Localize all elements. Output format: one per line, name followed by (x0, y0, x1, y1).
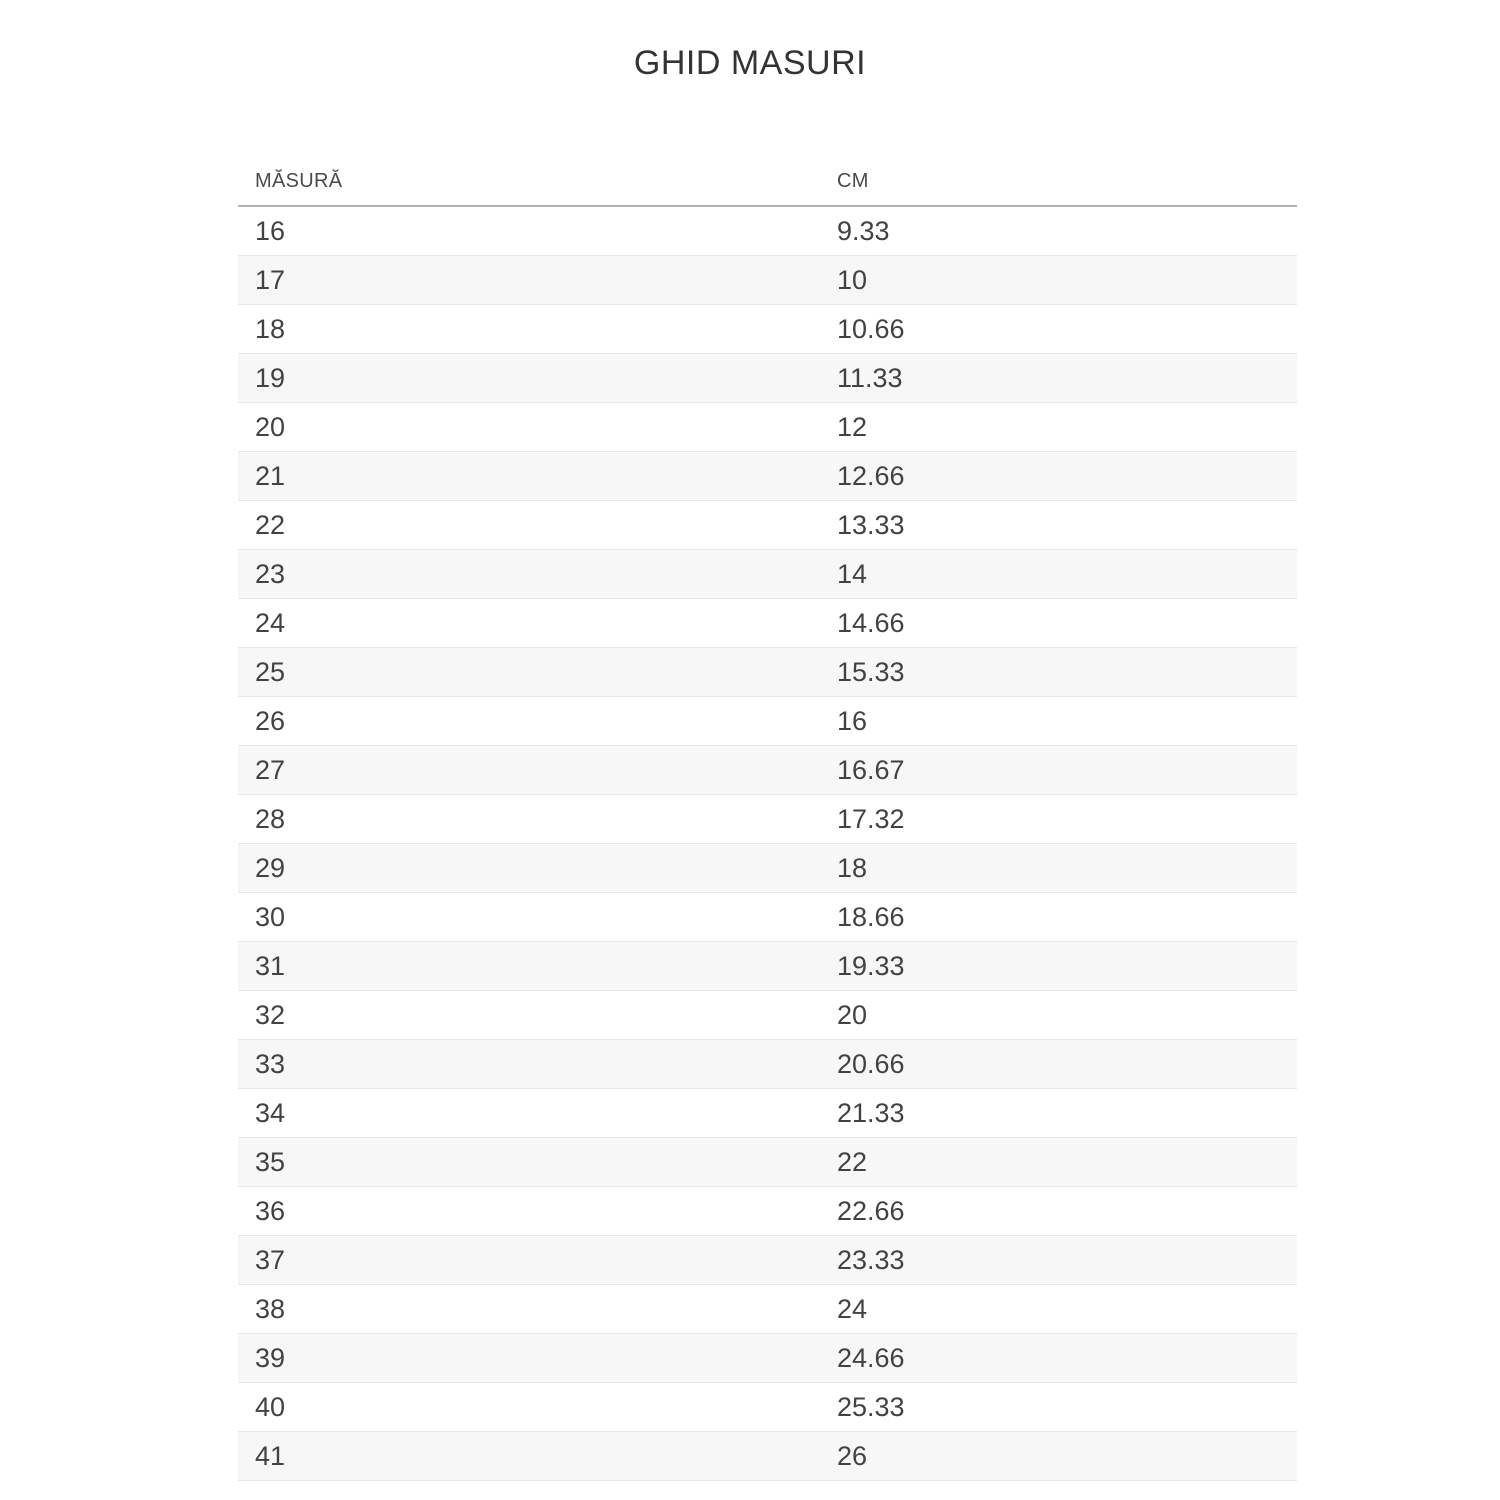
table-row (238, 305, 1297, 354)
size-cell: 39 (238, 1334, 820, 1383)
cm-cell: 13.33 (820, 501, 1297, 550)
size-cell: 22 (238, 501, 820, 550)
table-row (238, 1138, 1297, 1187)
column-header-cm: CM (820, 140, 1297, 206)
table-row (238, 697, 1297, 746)
size-cell: 19 (238, 354, 820, 403)
table-row (238, 1040, 1297, 1089)
table-row (238, 354, 1297, 403)
cm-cell: 24.66 (820, 1334, 1297, 1383)
cm-cell: 20 (820, 991, 1297, 1040)
table-row (238, 1187, 1297, 1236)
size-cell: 20 (238, 403, 820, 452)
page-title: GHID MASURI (633, 44, 867, 82)
cm-cell: 12.66 (820, 452, 1297, 501)
table-row (238, 1383, 1297, 1432)
column-header-size: MĂSURĂ (238, 140, 820, 206)
cm-cell: 23.33 (820, 1236, 1297, 1285)
size-cell: 41 (238, 1432, 820, 1481)
size-cell: 27 (238, 746, 820, 795)
table-row (238, 256, 1297, 305)
cm-cell: 26 (820, 1432, 1297, 1481)
cm-cell: 19.33 (820, 942, 1297, 991)
table-row (238, 942, 1297, 991)
table-row (238, 991, 1297, 1040)
table-row (238, 403, 1297, 452)
size-cell: 34 (238, 1089, 820, 1138)
table-row (238, 648, 1297, 697)
size-cell: 32 (238, 991, 820, 1040)
size-cell: 26 (238, 697, 820, 746)
cm-cell: 11.33 (820, 354, 1297, 403)
size-cell: 40 (238, 1383, 820, 1432)
table-row (238, 452, 1297, 501)
size-cell: 17 (238, 256, 820, 305)
table-row (238, 1432, 1297, 1481)
cm-cell: 21.33 (820, 1089, 1297, 1138)
cm-cell: 10 (820, 256, 1297, 305)
table-row (238, 1236, 1297, 1285)
cm-cell: 10.66 (820, 305, 1297, 354)
table-row (238, 1089, 1297, 1138)
table-row (238, 1334, 1297, 1383)
table-row (238, 206, 1297, 256)
cm-cell: 9.33 (820, 206, 1297, 256)
size-cell: 18 (238, 305, 820, 354)
table-row (238, 746, 1297, 795)
cm-cell: 25.33 (820, 1383, 1297, 1432)
size-cell: 16 (238, 206, 820, 256)
cm-cell: 22 (820, 1138, 1297, 1187)
size-cell: 30 (238, 893, 820, 942)
cm-cell: 15.33 (820, 648, 1297, 697)
size-cell: 31 (238, 942, 820, 991)
cm-cell: 18 (820, 844, 1297, 893)
table-row (238, 501, 1297, 550)
table-row (238, 1285, 1297, 1334)
size-cell: 21 (238, 452, 820, 501)
table-row (238, 795, 1297, 844)
cm-cell: 16.67 (820, 746, 1297, 795)
cm-cell: 18.66 (820, 893, 1297, 942)
cm-cell: 17.32 (820, 795, 1297, 844)
cm-cell: 16 (820, 697, 1297, 746)
cm-cell: 12 (820, 403, 1297, 452)
size-cell: 37 (238, 1236, 820, 1285)
size-cell: 25 (238, 648, 820, 697)
size-cell: 33 (238, 1040, 820, 1089)
table-header-row (238, 140, 1297, 206)
table-row (238, 844, 1297, 893)
cm-cell: 14 (820, 550, 1297, 599)
size-cell: 28 (238, 795, 820, 844)
size-cell: 29 (238, 844, 820, 893)
cm-cell: 14.66 (820, 599, 1297, 648)
size-cell: 38 (238, 1285, 820, 1334)
cm-cell: 24 (820, 1285, 1297, 1334)
size-guide-container (238, 140, 1297, 1481)
table-row (238, 550, 1297, 599)
size-table-body (238, 206, 1297, 1481)
table-row (238, 893, 1297, 942)
size-cell: 35 (238, 1138, 820, 1187)
table-row (238, 599, 1297, 648)
size-cell: 23 (238, 550, 820, 599)
cm-cell: 20.66 (820, 1040, 1297, 1089)
size-guide-table (238, 140, 1297, 1481)
size-cell: 36 (238, 1187, 820, 1236)
size-cell: 24 (238, 599, 820, 648)
cm-cell: 22.66 (820, 1187, 1297, 1236)
